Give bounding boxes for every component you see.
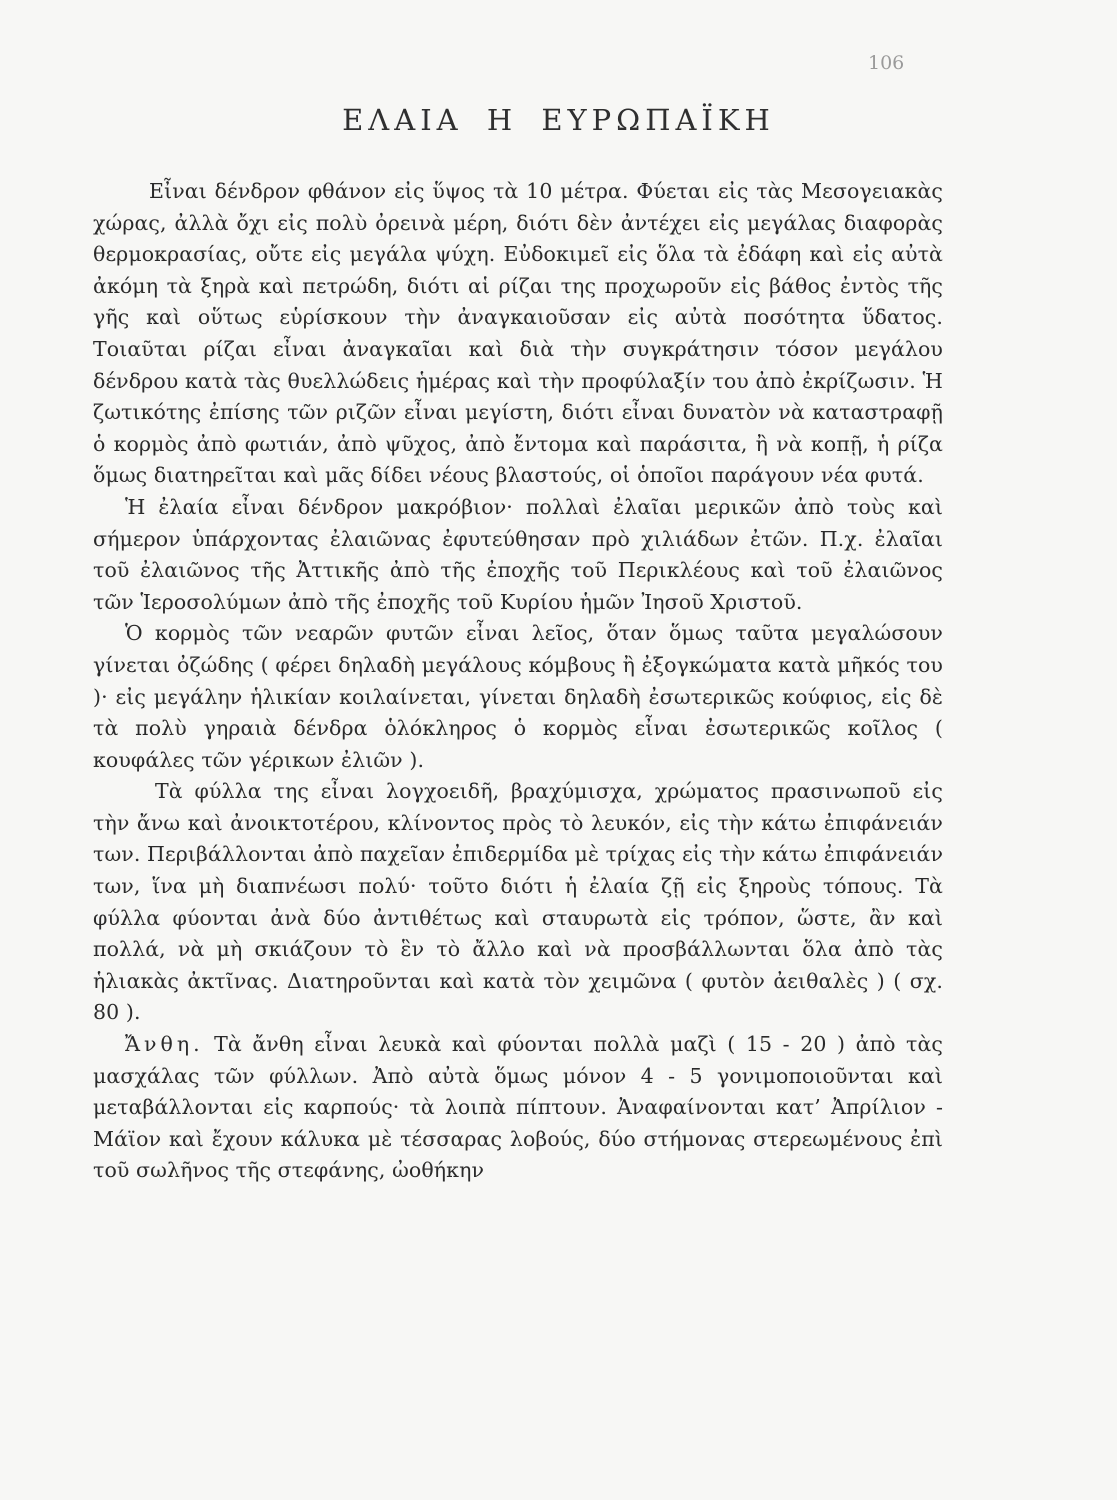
page-number: 106 bbox=[868, 52, 905, 74]
paragraph-5 bbox=[93, 1029, 943, 1187]
body-text bbox=[93, 176, 943, 1187]
paragraph-1: Εἶναι δένδρον φθάνον εἰς ὕψος τὰ 10 μέτρα. Φύεται εἰς τὰς Μεσογειακὰς χώρας, ἀλλὰ ὄχι εἰς πολὺ ὀρεινὰ μέρη, διότι δὲν ἀντέχει εἰς μεγάλας διαφορὰς θερμοκρασίας, οὔτε εἰς μεγάλα ψύχη. Εὐδοκιμεῖ εἰς ὅλα τὰ ἐδάφη καὶ εἰς αὐτὰ ἀκόμη τὰ ξηρὰ καὶ πετρώδη, διότι αἱ ρίζαι της προχωροῦν εἰς βάθος ἐντὸς τῆς γῆς καὶ οὕτως εὑρίσκουν τὴν ἀναγκαιοῦσαν εἰς αὐτὰ ποσότητα ὕδατος. Τοιαῦται ρίζαι εἶναι ἀναγκαῖαι καὶ διὰ τὴν συγκράτησιν τόσον μεγάλου δένδρου κατὰ τὰς θυελλώδεις ἡμέρας καὶ τὴν προφύλαξίν του ἀπὸ ἐκρίζωσιν. Ἡ ζωτικότης ἐπίσης τῶν ριζῶν εἶναι μεγίστη, διότι εἶναι δυνατὸν νὰ καταστραφῇ ὁ κορμὸς ἀπὸ φωτιάν, ἀπὸ ψῦχος, ἀπὸ ἔντομα καὶ παράσιτα, ἢ νὰ κοπῇ, ἡ ρίζα ὅμως διατηρεῖται καὶ μᾶς δίδει νέους βλαστούς, οἱ ὁποῖοι παράγουν νέα φυτά. bbox=[93, 179, 943, 488]
flowers-text: Τὰ ἄνθη εἶναι λευκὰ καὶ φύονται πολλὰ μαζὶ ( 15 - 20 ) ἀπὸ τὰς μασχάλας τῶν φύλλων. Ἀπὸ αὐτὰ ὅμως μόνον 4 - 5 γονιμοποιοῦνται καὶ μεταβάλλονται εἰς καρπούς· τὰ λοιπὰ πίπτουν. Ἀναφαίνονται κατ’ Ἀπρίλιον - Μάϊον καὶ ἔχουν κάλυκα μὲ τέσσαρας λοβούς, δύο στήμονας στερεωμένους ἐπὶ τοῦ σωλῆνος τῆς στεφάνης, ὠοθήκην bbox=[93, 1032, 943, 1183]
paragraph-2: Ἡ ἐλαία εἶναι δένδρον μακρόβιον· πολλαὶ ἐλαῖαι μερικῶν ἀπὸ τοὺς καὶ σήμερον ὑπάρχοντας ἐλαιῶνας ἐφυτεύθησαν πρὸ χιλιάδων ἐτῶν. Π.χ. ἐλαῖαι τοῦ ἐλαιῶνος τῆς Ἀττικῆς ἀπὸ τῆς ἐποχῆς τοῦ Περικλέους καὶ τοῦ ἐλαιῶνος τῶν Ἱεροσολύμων ἀπὸ τῆς ἐποχῆς τοῦ Κυρίου ἡμῶν Ἰησοῦ Χριστοῦ. bbox=[93, 494, 943, 614]
flowers-heading: Ἄνθη. bbox=[125, 1032, 204, 1057]
page-title: ΕΛΑΙΑ Η ΕΥΡΩΠΑΪΚΗ bbox=[342, 103, 775, 137]
paragraph-3: Ὁ κορμὸς τῶν νεαρῶν φυτῶν εἶναι λεῖος, ὅταν ὅμως ταῦτα μεγαλώσουν γίνεται ὀζώδης ( φέρει δηλαδὴ μεγάλους κόμβους ἢ ἐξογκώματα κατὰ μῆκός του )· εἰς μεγάλην ἡλικίαν κοιλαίνεται, γίνεται δηλαδὴ ἐσωτερικῶς κούφιος, εἰς δὲ τὰ πολὺ γηραιὰ δένδρα ὁλόκληρος ὁ κορμὸς εἶναι ἐσωτερικῶς κοῖλος ( κουφάλες τῶν γέρικων ἐλιῶν ). bbox=[93, 621, 943, 772]
paragraph-4: Τὰ φύλλα της εἶναι λογχοειδῆ, βραχύμισχα, χρώματος πρασινωποῦ εἰς τὴν ἄνω καὶ ἀνοικτοτέρου, κλίνοντος πρὸς τὸ λευκόν, εἰς τὴν κάτω ἐπιφάνειάν των. Περιβάλλονται ἀπὸ παχεῖαν ἐπιδερμίδα μὲ τρίχας εἰς τὴν κάτω ἐπιφάνειάν των, ἵνα μὴ διαπνέωσι πολύ· τοῦτο διότι ἡ ἐλαία ζῇ εἰς ξηροὺς τόπους. Τὰ φύλλα φύονται ἀνὰ δύο ἀντιθέτως καὶ σταυρωτὰ εἰς τρόπον, ὥστε, ἂν καὶ πολλά, νὰ μὴ σκιάζουν τὸ ἓν τὸ ἄλλο καὶ νὰ προσβάλλωνται ὅλα ἀπὸ τὰς ἡλιακὰς ἀκτῖνας. Διατηροῦνται καὶ κατὰ τὸν χειμῶνα ( φυτὸν ἀειθαλὲς ) ( σχ. 80 ). bbox=[93, 779, 944, 1025]
